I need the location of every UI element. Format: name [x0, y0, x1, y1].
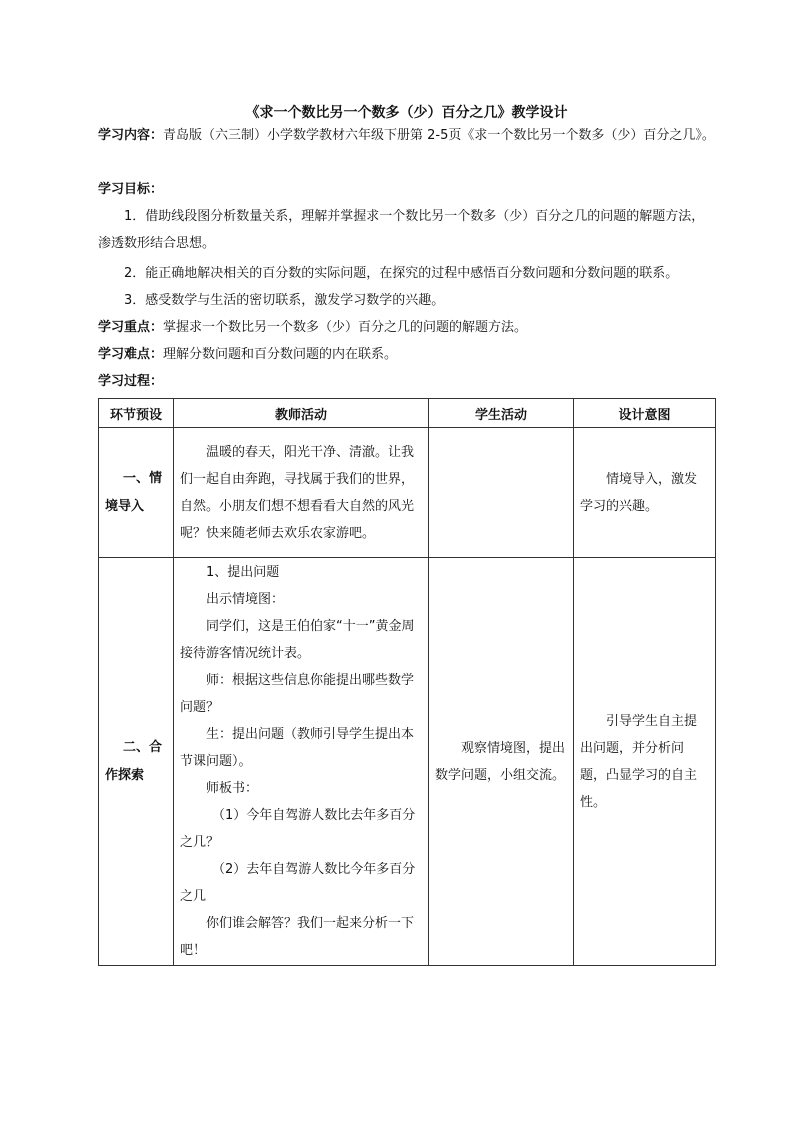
learning-content	[98, 122, 716, 149]
goal-item-1: 1．借助线段图分析数量关系，理解并掌握求一个数比另一个数多（少）百分之几的问题的解题方法，渗透数形结合思想。	[98, 209, 705, 251]
goal-item-3: 3．感受数学与生活的密切联系，激发学习数学的兴趣。	[124, 293, 445, 308]
difficulty-text: 理解分数问题和百分数问题的内在联系。	[163, 347, 398, 362]
header-teacher: 教师活动	[174, 399, 429, 428]
student-activity-cell	[429, 428, 574, 558]
teacher-line: 你们谁会解答？我们一起来分析一下吧！	[180, 916, 415, 958]
header-student: 学生活动	[429, 399, 574, 428]
key-point	[98, 314, 716, 341]
stage-cell: 二、合作探索	[99, 558, 174, 966]
learning-content-text: 青岛版（六三制）小学数学教材六年级下册第 2-5页《求一个数比另一个数多（少）百分之几》。	[163, 128, 715, 143]
table-row	[99, 428, 716, 558]
table-header-row	[99, 399, 716, 428]
table-row	[99, 558, 716, 966]
teacher-activity-cell: 温暖的春天，阳光干净、清澈。让我们一起自由奔跑，寻找属于我们的世界，自然。小朋友们想不想看看大自然的风光呢？快来随老师去欢乐农家游吧。	[174, 428, 429, 558]
design-intent-cell: 引导学生自主提出问题，并分析问题，凸显学习的自主性。	[574, 558, 716, 966]
process-label: 学习过程：	[98, 374, 164, 389]
difficulty	[98, 341, 716, 368]
teacher-line: 师：根据这些信息你能提出哪些数学问题？	[180, 673, 415, 715]
teacher-activity-cell	[174, 558, 429, 966]
teacher-line: 生：提出问题（教师引导学生提出本节课问题）。	[180, 727, 415, 769]
teacher-line: 出示情境图：	[206, 592, 285, 607]
header-intent: 设计意图	[574, 399, 716, 428]
teacher-line: （1）今年自驾游人数比去年多百分之几？	[180, 808, 416, 850]
learning-content-label: 学习内容：	[98, 128, 164, 143]
difficulty-label: 学习难点：	[98, 347, 164, 362]
document-title: 《求一个数比另一个数多（少）百分之几》教学设计	[245, 105, 568, 121]
teacher-line: 1、提出问题	[206, 565, 280, 580]
teacher-line: 同学们，这是王伯伯家“十一”黄金周接待游客情况统计表。	[180, 619, 415, 661]
lesson-plan-table	[98, 398, 716, 966]
key-point-text: 掌握求一个数比另一个数多（少）百分之几的问题的解题方法。	[163, 320, 528, 335]
stage-cell: 一、情境导入	[99, 428, 174, 558]
teacher-line: （2）去年自驾游人数比今年多百分之几	[180, 862, 416, 904]
key-point-label: 学习重点：	[98, 320, 164, 335]
student-activity-cell: 观察情境图，提出数学问题，小组交流。	[429, 558, 574, 966]
teacher-line: 师板书：	[206, 781, 259, 796]
learning-goals-label: 学习目标：	[98, 182, 164, 197]
goal-item-2: 2．能正确地解决相关的百分数的实际问题，在探究的过程中感悟百分数问题和分数问题的联系。	[124, 266, 679, 281]
header-stage: 环节预设	[99, 399, 174, 428]
design-intent-cell: 情境导入，激发学习的兴趣。	[574, 428, 716, 558]
